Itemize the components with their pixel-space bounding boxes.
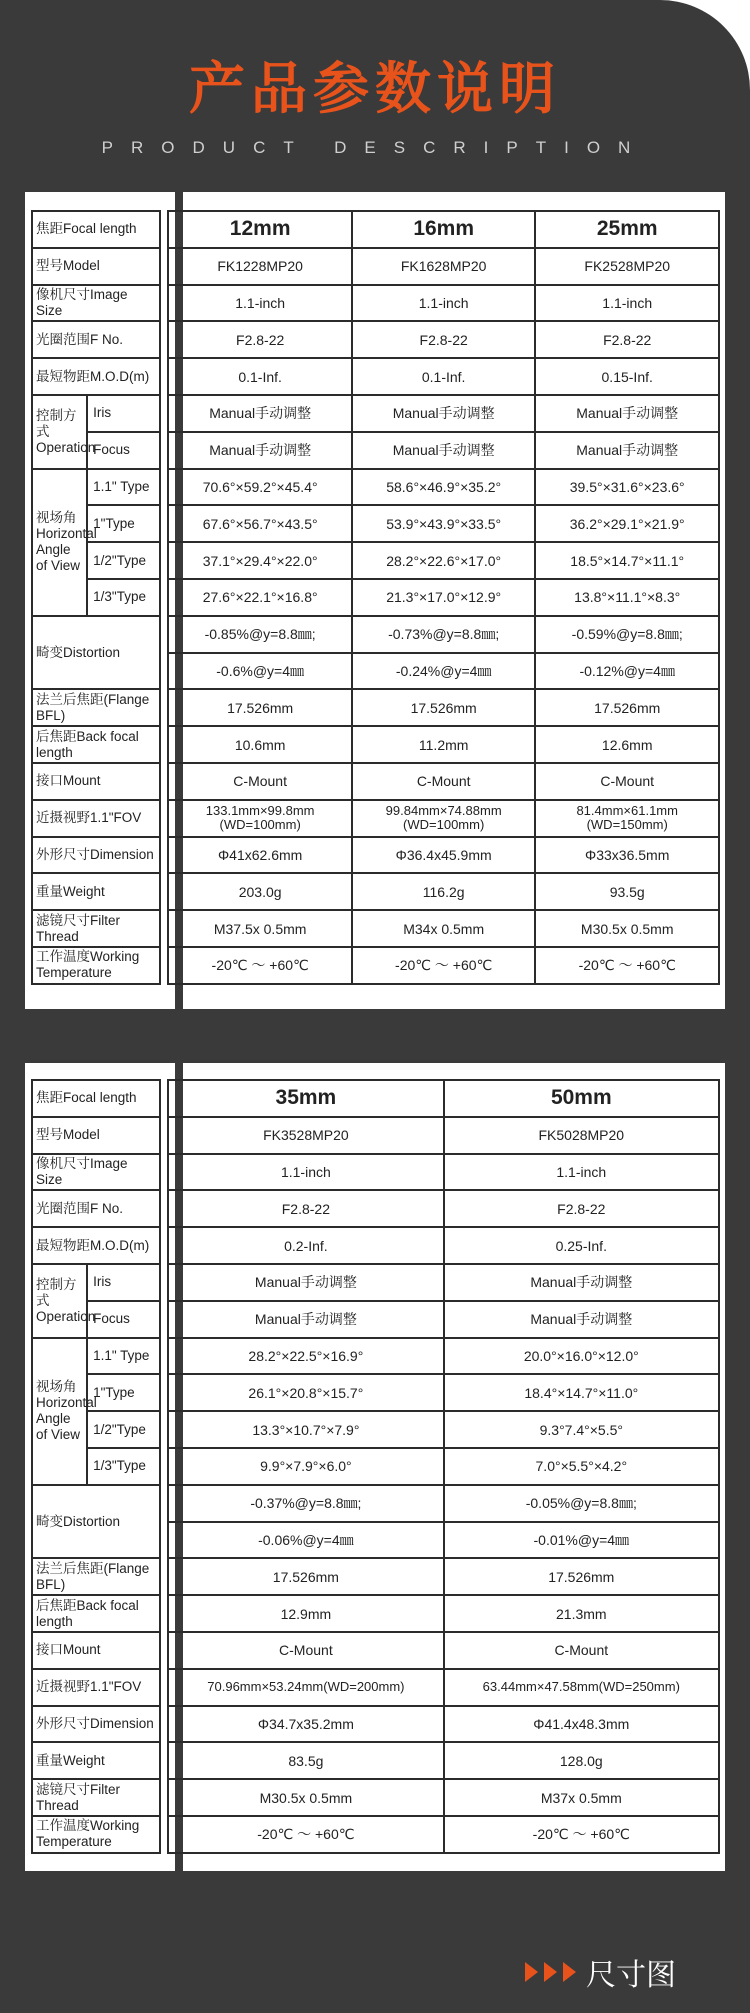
spec-value: 39.5°×31.6°×23.6° — [535, 469, 719, 506]
row-label: 外形尺寸Dimension — [32, 837, 160, 874]
row-label: 像机尺寸Image Size — [32, 285, 160, 322]
spec-value: F2.8-22 — [535, 321, 719, 358]
spec-value: 9.3°7.4°×5.5° — [444, 1411, 719, 1448]
table-row — [32, 910, 719, 947]
table-row — [32, 432, 719, 469]
table-row — [32, 395, 719, 432]
spec-value: -20℃ ～ +60℃ — [535, 947, 719, 984]
row-sub-label: Iris — [87, 395, 160, 432]
spec-value: 67.6°×56.7°×43.5° — [168, 505, 352, 542]
dimension-drawing-link[interactable] — [525, 1952, 676, 1992]
row-group-label: 视场角Horizontal Angle of View — [32, 1338, 87, 1485]
spec-value: 12.9mm — [168, 1595, 443, 1632]
row-label: 工作温度Working Temperature — [32, 1816, 160, 1853]
spec-value: 1.1-inch — [168, 1154, 443, 1191]
spec-value: FK1628MP20 — [352, 248, 536, 285]
table-row — [32, 211, 719, 248]
table-row — [32, 1301, 719, 1338]
column-spacer — [160, 1080, 168, 1853]
spec-value: 70.96mm×53.24mm(WD=200mm) — [168, 1669, 443, 1706]
table-row — [32, 616, 719, 653]
spec-value: Manual手动调整 — [535, 432, 719, 469]
spec-value: Φ34.7x35.2mm — [168, 1706, 443, 1743]
spec-value: 116.2g — [352, 873, 536, 910]
focal-length-header: 50mm — [444, 1080, 719, 1117]
spec-value: 26.1°×20.8°×15.7° — [168, 1374, 443, 1411]
table-row — [32, 1485, 719, 1522]
focal-length-header: 35mm — [168, 1080, 443, 1117]
table-row — [32, 542, 719, 579]
row-sub-label: 1/2"Type — [87, 542, 160, 579]
spec-value: -0.12%@y=4㎜ — [535, 653, 719, 690]
spec-value: 58.6°×46.9°×35.2° — [352, 469, 536, 506]
spec-value: 17.526mm — [444, 1558, 719, 1595]
row-label: 后焦距Back focal length — [32, 726, 160, 763]
spec-value: C-Mount — [352, 763, 536, 800]
spec-value: -20℃ ～ +60℃ — [168, 1816, 443, 1853]
spec-value: 63.44mm×47.58mm(WD=250mm) — [444, 1669, 719, 1706]
row-group-label: 畸变Distortion — [32, 1485, 160, 1559]
spec-value: -20℃ ～ +60℃ — [168, 947, 352, 984]
spec-value: 0.1-Inf. — [352, 358, 536, 395]
spec-value: 99.84mm×74.88mm (WD=100mm) — [352, 800, 536, 837]
table-row — [32, 800, 719, 837]
row-sub-label: Iris — [87, 1264, 160, 1301]
row-sub-label: 1.1" Type — [87, 469, 160, 506]
spec-value: 21.3mm — [444, 1595, 719, 1632]
spec-value: -0.37%@y=8.8㎜; — [168, 1485, 443, 1522]
spec-value: 7.0°×5.5°×4.2° — [444, 1448, 719, 1485]
spec-value: 17.526mm — [168, 1558, 443, 1595]
row-label: 像机尺寸Image Size — [32, 1154, 160, 1191]
spec-value: Φ41x62.6mm — [168, 837, 352, 874]
focal-length-header: 25mm — [535, 211, 719, 248]
spec-value: 0.25-Inf. — [444, 1227, 719, 1264]
row-label: 光圈范围F No. — [32, 321, 160, 358]
spec-table-1 — [31, 210, 720, 985]
spec-value: 70.6°×59.2°×45.4° — [168, 469, 352, 506]
spec-value: 203.0g — [168, 873, 352, 910]
table-row — [32, 689, 719, 726]
arrow-icon — [563, 1962, 576, 1982]
spec-value: M30.5x 0.5mm — [168, 1779, 443, 1816]
row-sub-label: Focus — [87, 432, 160, 469]
row-sub-label: 1"Type — [87, 505, 160, 542]
spec-value: -0.6%@y=4㎜ — [168, 653, 352, 690]
spec-value: -20℃ ～ +60℃ — [352, 947, 536, 984]
spec-value: Manual手动调整 — [444, 1264, 719, 1301]
spec-value: C-Mount — [444, 1632, 719, 1669]
page-header — [0, 55, 750, 159]
spec-value: F2.8-22 — [168, 1190, 443, 1227]
spec-value: FK3528MP20 — [168, 1117, 443, 1154]
spec-value: Manual手动调整 — [352, 395, 536, 432]
table-row — [32, 1632, 719, 1669]
focal-length-header: 12mm — [168, 211, 352, 248]
spec-value: 11.2mm — [352, 726, 536, 763]
table-row — [32, 1117, 719, 1154]
spec-value: M37.5x 0.5mm — [168, 910, 352, 947]
table-row — [32, 1558, 719, 1595]
spec-value: Manual手动调整 — [168, 1301, 443, 1338]
spec-value: -0.73%@y=8.8㎜; — [352, 616, 536, 653]
spec-value: 13.8°×11.1°×8.3° — [535, 579, 719, 616]
spec-value: 18.5°×14.7°×11.1° — [535, 542, 719, 579]
spec-value: FK5028MP20 — [444, 1117, 719, 1154]
spec-value: 53.9°×43.9°×33.5° — [352, 505, 536, 542]
page-title: 产品参数说明 — [189, 57, 561, 122]
spec-value: 83.5g — [168, 1742, 443, 1779]
table-row — [32, 947, 719, 984]
spec-value: -0.01%@y=4㎜ — [444, 1522, 719, 1559]
spec-value: 1.1-inch — [352, 285, 536, 322]
focal-length-header: 16mm — [352, 211, 536, 248]
row-sub-label: 1/2"Type — [87, 1411, 160, 1448]
spec-value: C-Mount — [168, 1632, 443, 1669]
spec-value: Φ41.4x48.3mm — [444, 1706, 719, 1743]
spec-value: 27.6°×22.1°×16.8° — [168, 579, 352, 616]
arrow-icon — [544, 1962, 557, 1982]
row-group-label: 控制方式Operation — [32, 395, 87, 469]
row-label: 法兰后焦距(Flange BFL) — [32, 689, 160, 726]
table-row — [32, 1779, 719, 1816]
row-sub-label: 1/3"Type — [87, 1448, 160, 1485]
spec-value: M37x 0.5mm — [444, 1779, 719, 1816]
spec-value: 0.1-Inf. — [168, 358, 352, 395]
row-label: 型号Model — [32, 248, 160, 285]
row-group-label: 视场角Horizontal Angle of View — [32, 469, 87, 616]
spec-value: 10.6mm — [168, 726, 352, 763]
spec-value: Manual手动调整 — [168, 432, 352, 469]
spec-value: 13.3°×10.7°×7.9° — [168, 1411, 443, 1448]
spec-value: C-Mount — [168, 763, 352, 800]
spec-value: Manual手动调整 — [352, 432, 536, 469]
table-row — [32, 873, 719, 910]
row-group-label: 控制方式Operation — [32, 1264, 87, 1338]
table-row — [32, 1595, 719, 1632]
table-row — [32, 1742, 719, 1779]
spec-panel-2 — [25, 1063, 725, 1871]
spec-value: 12.6mm — [535, 726, 719, 763]
table-row — [32, 1227, 719, 1264]
spec-value: 0.2-Inf. — [168, 1227, 443, 1264]
spec-value: 36.2°×29.1°×21.9° — [535, 505, 719, 542]
arrow-icon — [525, 1962, 538, 1982]
spec-value: Manual手动调整 — [168, 395, 352, 432]
table-row — [32, 1264, 719, 1301]
row-label: 后焦距Back focal length — [32, 1595, 160, 1632]
table-row — [32, 285, 719, 322]
spec-value: 1.1-inch — [535, 285, 719, 322]
table-row — [32, 1816, 719, 1853]
spec-value: F2.8-22 — [444, 1190, 719, 1227]
spec-value: 28.2°×22.6°×17.0° — [352, 542, 536, 579]
spec-value: 128.0g — [444, 1742, 719, 1779]
table-row — [32, 1338, 719, 1375]
spec-value: 1.1-inch — [444, 1154, 719, 1191]
row-label: 焦距Focal length — [32, 211, 160, 248]
row-sub-label: 1"Type — [87, 1374, 160, 1411]
row-label: 滤镜尺寸Filter Thread — [32, 910, 160, 947]
spec-value: M30.5x 0.5mm — [535, 910, 719, 947]
table-row — [32, 358, 719, 395]
spec-value: -0.59%@y=8.8㎜; — [535, 616, 719, 653]
spec-value: 21.3°×17.0°×12.9° — [352, 579, 536, 616]
spec-value: -0.85%@y=8.8㎜; — [168, 616, 352, 653]
spec-table-2 — [31, 1079, 720, 1854]
spec-value: C-Mount — [535, 763, 719, 800]
table-row — [32, 1448, 719, 1485]
spec-value: Φ33x36.5mm — [535, 837, 719, 874]
table-row — [32, 1374, 719, 1411]
spec-value: Φ36.4x45.9mm — [352, 837, 536, 874]
spec-value: -0.06%@y=4㎜ — [168, 1522, 443, 1559]
spec-value: 37.1°×29.4°×22.0° — [168, 542, 352, 579]
spec-value: 28.2°×22.5°×16.9° — [168, 1338, 443, 1375]
spec-value: 81.4mm×61.1mm (WD=150mm) — [535, 800, 719, 837]
spec-value: FK1228MP20 — [168, 248, 352, 285]
spec-value: Manual手动调整 — [444, 1301, 719, 1338]
spec-value: 17.526mm — [535, 689, 719, 726]
spec-value: -0.24%@y=4㎜ — [352, 653, 536, 690]
table-row — [32, 1706, 719, 1743]
spec-value: 1.1-inch — [168, 285, 352, 322]
row-label: 重量Weight — [32, 1742, 160, 1779]
row-sub-label: 1/3"Type — [87, 579, 160, 616]
spec-value: -20℃ ～ +60℃ — [444, 1816, 719, 1853]
spec-value: 18.4°×14.7°×11.0° — [444, 1374, 719, 1411]
table-row — [32, 321, 719, 358]
table-row — [32, 579, 719, 616]
spec-panel-1 — [25, 192, 725, 1009]
row-label: 接口Mount — [32, 763, 160, 800]
spec-value: Manual手动调整 — [168, 1264, 443, 1301]
table-row — [32, 248, 719, 285]
row-label: 近摄视野1.1"FOV — [32, 800, 160, 837]
table-row — [32, 469, 719, 506]
spec-value: 17.526mm — [168, 689, 352, 726]
row-label: 光圈范围F No. — [32, 1190, 160, 1227]
row-label: 工作温度Working Temperature — [32, 947, 160, 984]
spec-value: M34x 0.5mm — [352, 910, 536, 947]
table-row — [32, 505, 719, 542]
spec-value: 17.526mm — [352, 689, 536, 726]
spec-value: 20.0°×16.0°×12.0° — [444, 1338, 719, 1375]
row-label: 法兰后焦距(Flange BFL) — [32, 1558, 160, 1595]
row-label: 近摄视野1.1"FOV — [32, 1669, 160, 1706]
table-row — [32, 763, 719, 800]
table-row — [32, 726, 719, 763]
table-row — [32, 1411, 719, 1448]
table-row — [32, 1190, 719, 1227]
row-sub-label: Focus — [87, 1301, 160, 1338]
spec-value: F2.8-22 — [352, 321, 536, 358]
column-spacer — [160, 211, 168, 984]
row-label: 最短物距M.O.D(m) — [32, 358, 160, 395]
spec-value: F2.8-22 — [168, 321, 352, 358]
footer-label: 尺寸图 — [586, 1958, 676, 1993]
spec-value: 93.5g — [535, 873, 719, 910]
spec-value: 0.15-Inf. — [535, 358, 719, 395]
row-label: 外形尺寸Dimension — [32, 1706, 160, 1743]
row-label: 型号Model — [32, 1117, 160, 1154]
table-row — [32, 1154, 719, 1191]
spec-value: 133.1mm×99.8mm (WD=100mm) — [168, 800, 352, 837]
row-label: 焦距Focal length — [32, 1080, 160, 1117]
table-row — [32, 1080, 719, 1117]
table-row — [32, 1669, 719, 1706]
row-label: 最短物距M.O.D(m) — [32, 1227, 160, 1264]
table-row — [32, 837, 719, 874]
row-label: 接口Mount — [32, 1632, 160, 1669]
row-group-label: 畸变Distortion — [32, 616, 160, 690]
row-label: 重量Weight — [32, 873, 160, 910]
spec-value: Manual手动调整 — [535, 395, 719, 432]
row-label: 滤镜尺寸Filter Thread — [32, 1779, 160, 1816]
row-sub-label: 1.1" Type — [87, 1338, 160, 1375]
spec-value: -0.05%@y=8.8㎜; — [444, 1485, 719, 1522]
page-subtitle: PRODUCT DESCRIPTION — [101, 138, 649, 157]
spec-value: 9.9°×7.9°×6.0° — [168, 1448, 443, 1485]
spec-value: FK2528MP20 — [535, 248, 719, 285]
